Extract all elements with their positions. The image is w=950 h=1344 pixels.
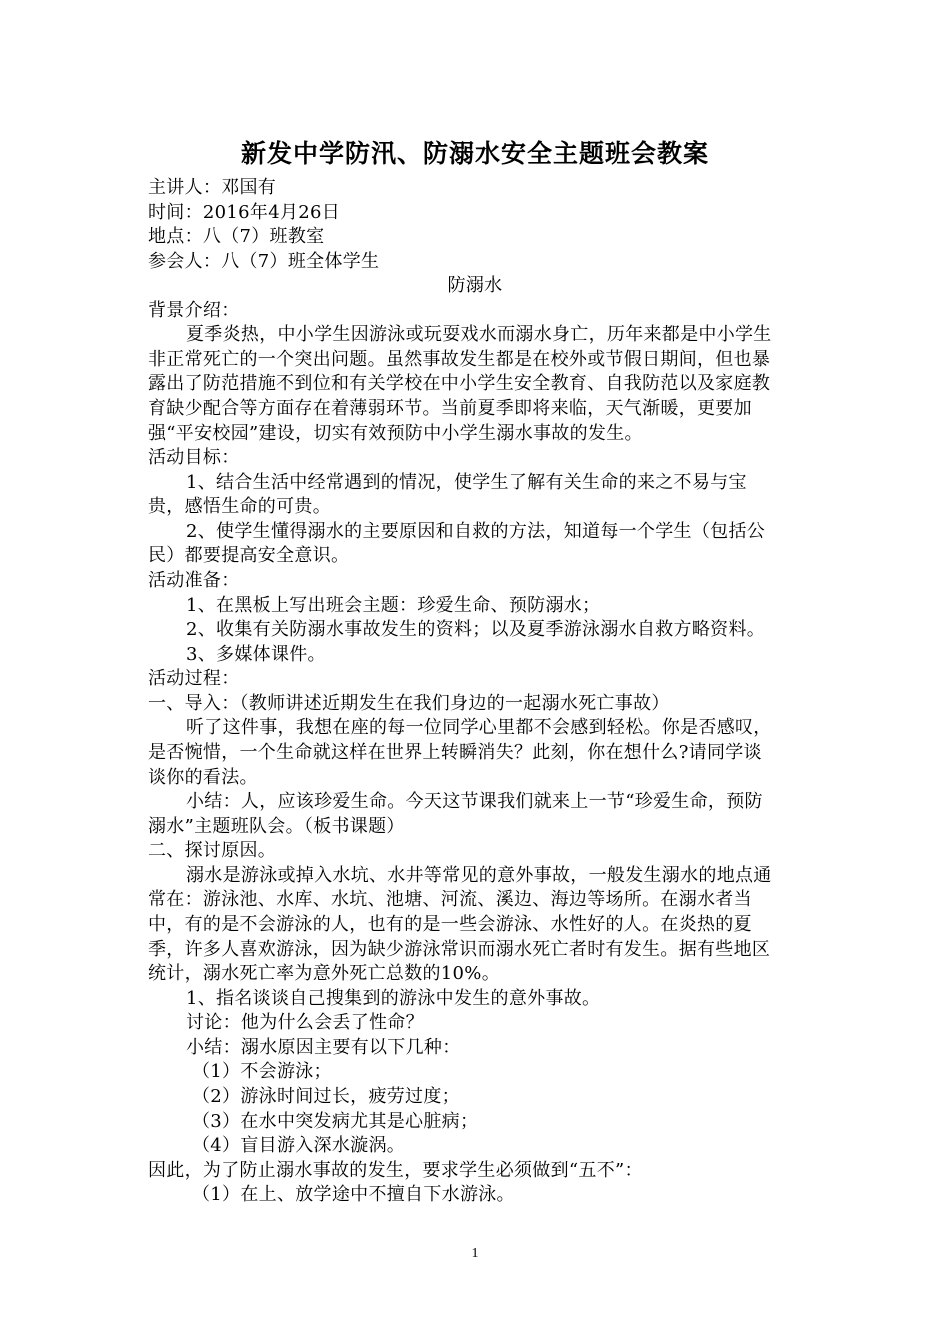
rule-line: （1）在上、放学途中不擅自下水游泳。 [192, 1184, 515, 1205]
cause-line: 常在：游泳池、水库、水坑、池塘、河流、溪边、海边等场所。在溺水者当 [148, 889, 752, 910]
background-line: 育缺少配合等方面存在着薄弱环节。当前夏季即将来临，天气渐暖，更要加 [148, 398, 752, 419]
goals-line: 贵，感悟生命的可贵。 [148, 496, 331, 517]
cause-line: 溺水是游泳或掉入水坑、水井等常见的意外事故，一般发生溺水的地点通 [186, 865, 772, 886]
cause-line: 统计，溺水死亡率为意外死亡总数的10%。 [148, 963, 501, 984]
background-line: 夏季炎热，中小学生因游泳或玩耍戏水而溺水身亡，历年来都是中小学生 [186, 324, 772, 345]
goals-heading: 活动目标： [148, 447, 240, 468]
time-line: 时间：2016年4月26日 [148, 202, 341, 223]
intro-line: 溺水”主题班队会。（板书课题） [148, 816, 405, 837]
cause-list-item: （4）盲目游入深水漩涡。 [192, 1135, 406, 1156]
page-number: 1 [471, 1246, 479, 1261]
attendees-line: 参会人：八（7）班全体学生 [148, 251, 380, 272]
cause-line: 1、指名谈谈自己搜集到的游泳中发生的意外事故。 [186, 988, 601, 1009]
background-line: 露出了防范措施不到位和有关学校在中小学生安全教育、自我防范以及家庭教 [148, 373, 771, 394]
cause-list-item: （3）在水中突发病尤其是心脏病； [192, 1111, 479, 1132]
prep-heading: 活动准备： [148, 570, 240, 591]
speaker-line: 主讲人：邓国有 [148, 177, 277, 198]
intro-line: 小结：人，应该珍爱生命。今天这节课我们就来上一节“珍爱生命，预防 [186, 791, 763, 812]
intro-line: 听了这件事，我想在座的每一位同学心里都不会感到轻松。你是否感叹， [186, 717, 772, 738]
cause-list-item: （1）不会游泳； [192, 1061, 332, 1082]
document-title: 新发中学防汛、防溺水安全主题班会教案 [240, 139, 709, 168]
place-line: 地点：八（7）班教室 [148, 226, 325, 247]
cause-line: 中，有的是不会游泳的人，也有的是一些会游泳、水性好的人。在炎热的夏 [148, 914, 752, 935]
background-line: 强“平安校园”建设，切实有效预防中小学生溺水事故的发生。 [148, 423, 643, 444]
prep-line: 1、在黑板上写出班会主题：珍爱生命、预防溺水； [186, 595, 601, 616]
background-heading: 背景介绍： [148, 300, 240, 321]
intro-heading: 一、导入：（教师讲述近期发生在我们身边的一起溺水死亡事故） [148, 693, 670, 714]
prep-line: 3、多媒体课件。 [186, 644, 326, 665]
goals-line: 2、使学生懂得溺水的主要原因和自救的方法，知道每一个学生（包括公 [186, 521, 766, 542]
cause-list-item: （2）游泳时间过长，疲劳过度； [192, 1086, 460, 1107]
cause-line: 讨论：他为什么会丢了性命？ [186, 1012, 424, 1033]
cause-heading: 二、探讨原因。 [148, 840, 277, 861]
intro-line: 是否惋惜，一个生命就这样在世界上转瞬消失？此刻，你在想什么?请同学谈 [148, 742, 762, 763]
cause-line: 季，许多人喜欢游泳，因为缺少游泳常识而溺水死亡者时有发生。据有些地区 [148, 939, 771, 960]
prep-line: 2、收集有关防溺水事故发生的资料；以及夏季游泳溺水自救方略资料。 [186, 619, 766, 640]
cause-line: 小结：溺水原因主要有以下几种： [186, 1037, 461, 1058]
background-line: 非正常死亡的一个突出问题。虽然事故发生都是在校外或节假日期间，但也暴 [148, 349, 771, 370]
section-subtitle: 防溺水 [447, 275, 503, 296]
intro-line: 谈你的看法。 [148, 767, 258, 788]
therefore-line: 因此，为了防止溺水事故的发生，要求学生必须做到“五不”： [148, 1160, 643, 1181]
goals-line: 民）都要提高安全意识。 [148, 545, 350, 566]
goals-line: 1、结合生活中经常遇到的情况，使学生了解有关生命的来之不易与宝 [186, 472, 747, 493]
process-heading: 活动过程： [148, 668, 240, 689]
